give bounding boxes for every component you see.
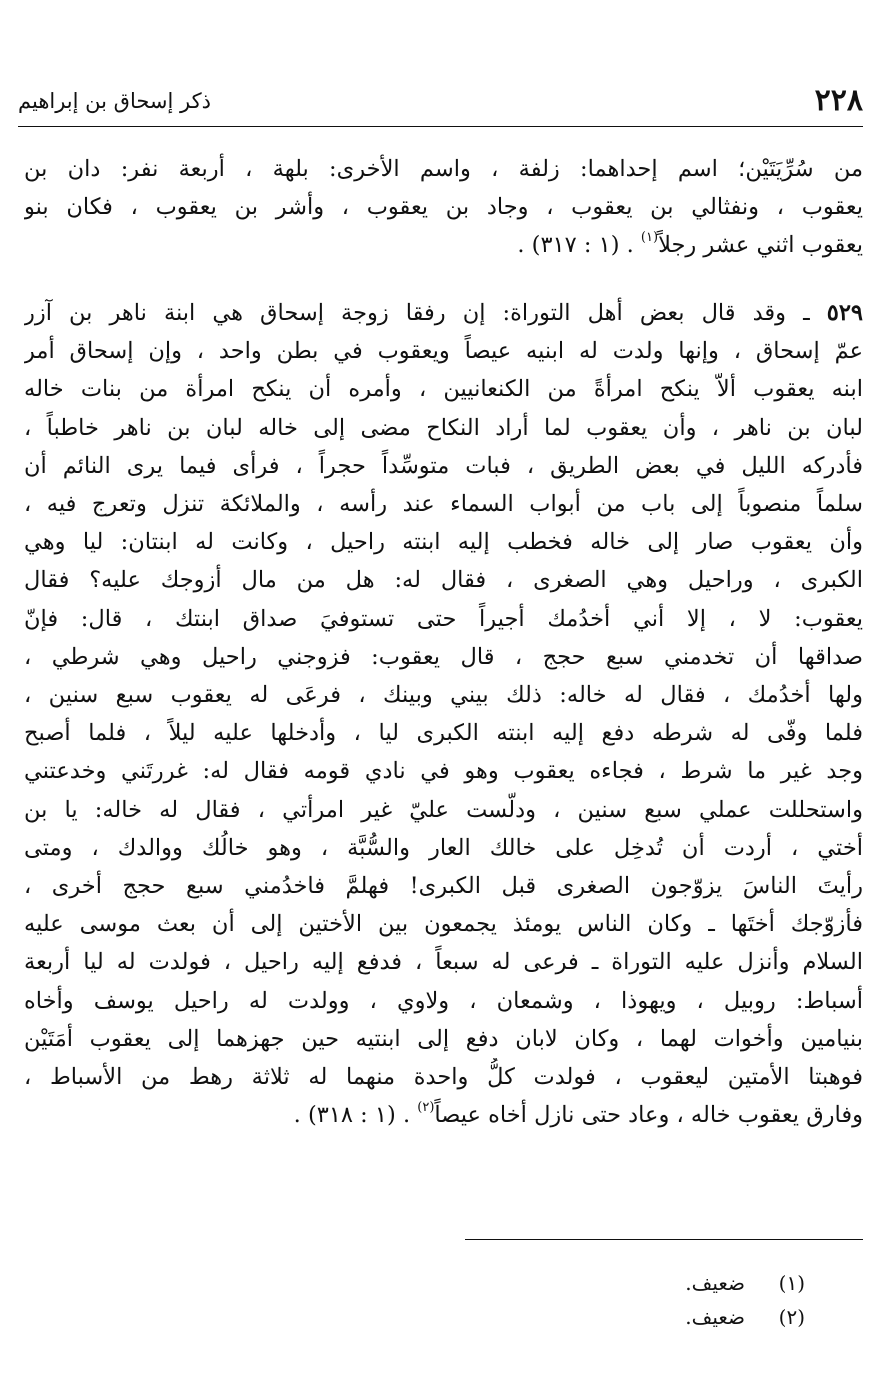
text-line: وأن يعقوب صار إلى خاله فخطب إليه ابنته راحيل ، وكانت له ابنتان: ليا وهي <box>24 529 863 556</box>
text-line: فأدركه الليل في بعض الطريق ، فبات متوسِّداً حجراً ، فرأى فيما يرى النائم أن <box>24 452 863 479</box>
footnote-mark: (١) <box>778 1271 805 1295</box>
footnotes <box>685 1266 805 1334</box>
footnote-text: ضعيف. <box>685 1305 745 1329</box>
paragraph-number: ٥٢٩ <box>826 300 863 326</box>
text-line: فوهبتا الأمتين ليعقوب ، فولدت كلُّ واحدة منهما له ثلاثة رهط من الأسباط ، <box>24 1064 863 1091</box>
page-header <box>18 84 863 118</box>
running-title: ذكر إسحاق بن إبراهيم <box>18 89 211 113</box>
paragraph-1 <box>24 150 863 265</box>
text-line: لبان بن ناهر ، وأن يعقوب لما أراد النكاح مضى إلى خاله لبان بن ناهر خاطباً ، <box>24 414 863 441</box>
header-divider <box>18 126 863 127</box>
source-citation: . (١ : ٣١٨) . <box>293 1102 418 1129</box>
text-line: رأيتَ الناسَ يزوّجون الصغرى قبل الكبرى! فهلمَّ فاخدُمني سبع حجج أخرى ، <box>24 873 863 900</box>
page-number: ٢٢٨ <box>814 83 863 118</box>
text-line <box>24 294 863 332</box>
line-text: وفارق يعقوب خاله ، وعاد حتى نازل أخاه عيصاً <box>434 1102 863 1129</box>
footnote-text: ضعيف. <box>685 1271 745 1295</box>
text-line: أختي ، أردت أن تُدخِل على خالك العار والسُّبَّة ، وهو خالُك ووالدك ، ومتى <box>24 834 863 861</box>
text-line: عمّ إسحاق ، وإنها ولدت له ابنيه عيصاً ويعقوب في بطن واحد ، وإن إسحاق أمر <box>24 338 863 365</box>
text-line: يعقوب: لا ، إلا أني أخدُمك أجيراً حتى تستوفيَ صداق ابنتك ، قال: فإنّ <box>24 605 863 632</box>
text-line: ولها أخدُمك ، فقال له خاله: ذلك بيني وبينك ، فرعَى له يعقوب سبع سنين ، <box>24 682 863 709</box>
footnote-ref-2: (٢) <box>417 1100 435 1116</box>
footnote-ref-1: (١) <box>640 230 659 246</box>
text-line: صداقها أن تخدمني سبع حجج ، قال يعقوب: فزوجني راحيل وهي شرطي ، <box>24 643 863 670</box>
text-line: واستحللت عملي سبع سنين ، ودلّست عليّ غير امرأتي ، فقال له خاله: يا بن <box>24 796 863 823</box>
text-line: فأزوّجك أختَها ـ وكان الناس يومئذ يجمعون بين الأختين إلى أن بعث موسى عليه <box>24 911 863 938</box>
line-text: يعقوب اثني عشر رجلاً <box>658 232 863 259</box>
footnote-mark: (٢) <box>778 1305 805 1329</box>
footnote-2 <box>685 1300 805 1334</box>
text-line: سلماً منصوباً إلى باب من أبواب السماء عند رأسه ، والملائكة تنزل وتعرج فيه ، <box>24 491 863 518</box>
footnote-1 <box>685 1266 805 1300</box>
text-line: أسباط: روبيل ، ويهوذا ، وشمعان ، ولاوي ، وولدت له راحيل يوسف وأخاه <box>24 987 863 1014</box>
text-line: السلام وأنزل عليه التوراة ـ فرعى له سبعاً ، فدفع إليه راحيل ، فولدت له ليا أربعة <box>24 949 863 976</box>
text-line <box>24 1096 863 1134</box>
paragraph-2 <box>24 294 863 1134</box>
footnote-divider <box>465 1239 863 1240</box>
text-line: وجد غير ما شرط ، فجاءه يعقوب وهو في نادي قومه فقال له: غررتَني وخدعتني <box>24 758 863 785</box>
text-line: الكبرى ، وراحيل وهي الصغرى ، فقال له: هل من مال أزوجك عليه؟ فقال <box>24 567 863 594</box>
text-line: فلما وفّى له شرطه دفع إليه ابنته الكبرى ليا ، وأدخلها عليه ليلاً ، فلما أصبح <box>24 720 863 747</box>
text-line: من سُرِّيَتَيْن؛ اسم إحداهما: زلفة ، واسم الأخرى: بلهة ، أربعة نفر: دان بن <box>24 156 863 182</box>
line-text: ـ وقد قال بعض أهل التوراة: إن رفقا زوجة إسحاق هي ابنة ناهر بن آزر <box>24 300 827 326</box>
text-line: يعقوب ، ونفثالي بن يعقوب ، وجاد بن يعقوب ، وأشر بن يعقوب ، فكان بنو <box>24 194 863 221</box>
source-citation: . (١ : ٣١٧) . <box>517 232 641 259</box>
text-line: ابنه يعقوب ألاّ ينكح امرأةً من الكنعانيين ، وأمره أن ينكح امرأة من بنات خاله <box>24 376 863 403</box>
text-line <box>24 226 863 264</box>
text-line: بنيامين وأخوات لهما ، وكان لابان دفع إلى ابنتيه حين جهزهما إلى يعقوب أمَتَيْن <box>24 1025 863 1052</box>
